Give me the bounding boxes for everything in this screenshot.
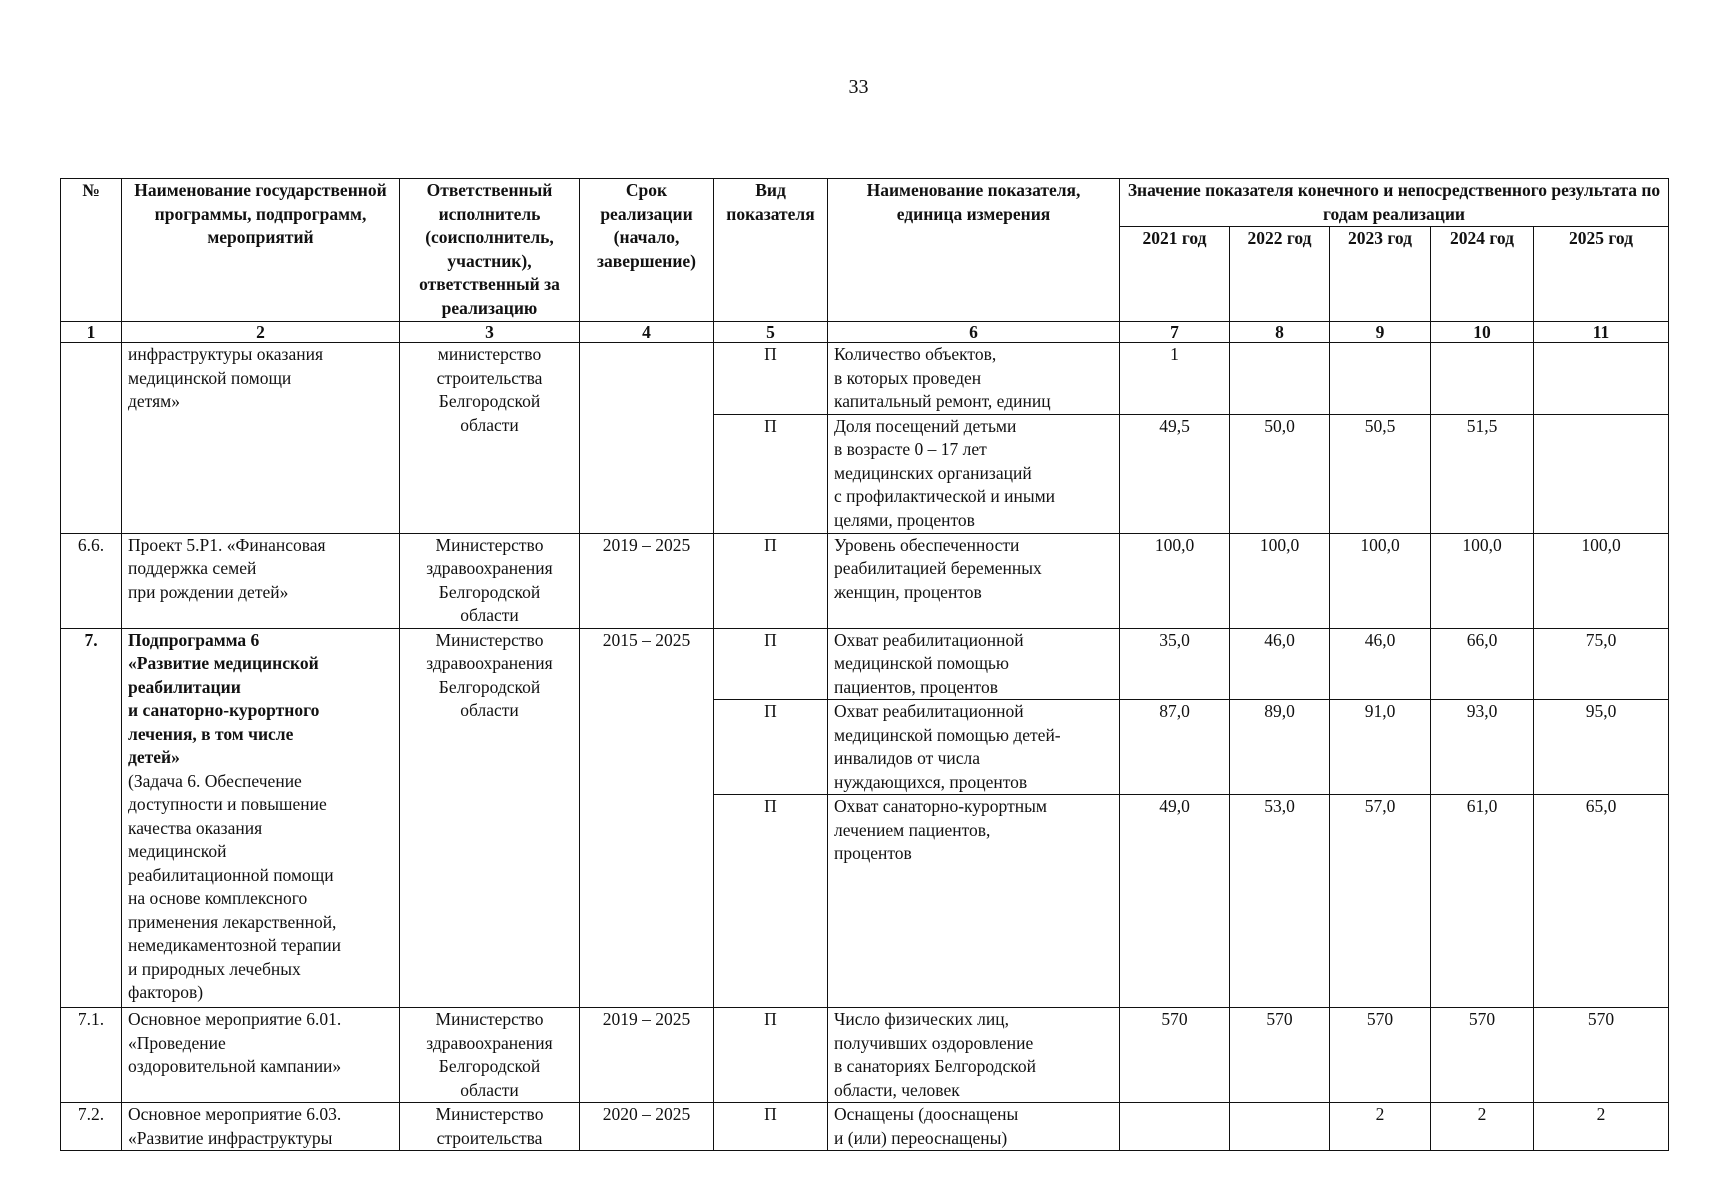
value-2021: 570	[1120, 1008, 1230, 1103]
table-row	[61, 1008, 1669, 1103]
row-number: 6.6.	[61, 533, 122, 628]
indicator-name: Число физических лиц, получивших оздоровление в санаториях Белгородской области, человек	[828, 1008, 1120, 1103]
program-name: Проект 5.Р1. «Финансовая поддержка семей при рождении детей»	[122, 533, 400, 628]
header-year-2022: 2022 год	[1230, 227, 1330, 322]
value-2023: 57,0	[1330, 795, 1431, 1008]
value-2025: 570	[1534, 1008, 1669, 1103]
value-2024: 100,0	[1431, 533, 1534, 628]
value-2022: 46,0	[1230, 628, 1330, 700]
value-2023: 100,0	[1330, 533, 1431, 628]
program-indicators-table	[60, 178, 1669, 1151]
header-row	[61, 179, 1669, 227]
header-year-2025: 2025 год	[1534, 227, 1669, 322]
row-number: 7.2.	[61, 1103, 122, 1151]
col-number: 11	[1534, 322, 1669, 343]
header-values-group: Значение показателя конечного и непосредственного результата по годам реализации	[1120, 179, 1669, 227]
value-2021: 49,5	[1120, 414, 1230, 533]
header-term: Срок реализации (начало, завершение)	[580, 179, 714, 322]
responsible-executor: Министерство строительства	[400, 1103, 580, 1151]
value-2024: 61,0	[1431, 795, 1534, 1008]
indicator-name: Охват реабилитационной медицинской помощью пациентов, процентов	[828, 628, 1120, 700]
table-row	[61, 343, 1669, 415]
subprogram-title: Подпрограмма 6 «Развитие медицинской реабилитации и санаторно-курортного лечения, в том числе детей»	[128, 629, 320, 767]
value-2021: 87,0	[1120, 700, 1230, 795]
value-2022: 570	[1230, 1008, 1330, 1103]
responsible-executor: Министерство здравоохранения Белгородской области	[400, 628, 580, 1008]
subprogram-name	[122, 628, 400, 1008]
value-2023: 91,0	[1330, 700, 1431, 795]
value-2022	[1230, 1103, 1330, 1151]
indicator-name: Уровень обеспеченности реабилитацией беременных женщин, процентов	[828, 533, 1120, 628]
subprogram-task: (Задача 6. Обеспечение доступности и повышение качества оказания медицинской реабилитационной помощи на основе комплексного применения лекарственной, немедикаментозной терапии и природных лечебных факторов)	[128, 770, 341, 1002]
value-2024: 93,0	[1431, 700, 1534, 795]
value-2021: 1	[1120, 343, 1230, 415]
program-name: Основное мероприятие 6.03. «Развитие инфраструктуры	[122, 1103, 400, 1151]
value-2025: 65,0	[1534, 795, 1669, 1008]
indicator-name: Охват реабилитационной медицинской помощью детей- инвалидов от числа нуждающихся, процентов	[828, 700, 1120, 795]
header-year-2023: 2023 год	[1330, 227, 1431, 322]
header-type: Вид показателя	[714, 179, 828, 322]
value-2022	[1230, 343, 1330, 415]
value-2023: 46,0	[1330, 628, 1431, 700]
header-year-2021: 2021 год	[1120, 227, 1230, 322]
value-2021: 49,0	[1120, 795, 1230, 1008]
value-2025: 95,0	[1534, 700, 1669, 795]
indicator-type: П	[714, 1103, 828, 1151]
col-number: 6	[828, 322, 1120, 343]
indicator-type: П	[714, 1008, 828, 1103]
indicator-type: П	[714, 795, 828, 1008]
indicator-name: Охват санаторно-курортным лечением пациентов, процентов	[828, 795, 1120, 1008]
value-2021	[1120, 1103, 1230, 1151]
indicator-type: П	[714, 414, 828, 533]
value-2025	[1534, 414, 1669, 533]
table-row	[61, 533, 1669, 628]
column-numbers-row	[61, 322, 1669, 343]
col-number: 9	[1330, 322, 1431, 343]
row-number: 7.1.	[61, 1008, 122, 1103]
indicator-type: П	[714, 343, 828, 415]
col-number: 3	[400, 322, 580, 343]
value-2025	[1534, 343, 1669, 415]
table-row	[61, 628, 1669, 700]
responsible-executor: министерство строительства Белгородской области	[400, 343, 580, 534]
indicator-type: П	[714, 533, 828, 628]
header-indicator: Наименование показателя, единица измерения	[828, 179, 1120, 322]
value-2025: 100,0	[1534, 533, 1669, 628]
value-2024: 570	[1431, 1008, 1534, 1103]
indicator-name: Количество объектов, в которых проведен капитальный ремонт, единиц	[828, 343, 1120, 415]
page-number: 33	[848, 76, 869, 98]
value-2023: 2	[1330, 1103, 1431, 1151]
program-name: Основное мероприятие 6.01. «Проведение оздоровительной кампании»	[122, 1008, 400, 1103]
value-2024: 51,5	[1431, 414, 1534, 533]
value-2024	[1431, 343, 1534, 415]
responsible-executor: Министерство здравоохранения Белгородской области	[400, 533, 580, 628]
value-2024: 2	[1431, 1103, 1534, 1151]
implementation-term	[580, 343, 714, 534]
responsible-executor: Министерство здравоохранения Белгородской области	[400, 1008, 580, 1103]
col-number: 1	[61, 322, 122, 343]
table-row	[61, 1103, 1669, 1151]
row-number	[61, 343, 122, 534]
indicator-name: Оснащены (дооснащены и (или) переоснащены)	[828, 1103, 1120, 1151]
indicator-name: Доля посещений детьми в возрасте 0 – 17 лет медицинских организаций с профилактической и иными целями, процентов	[828, 414, 1120, 533]
implementation-term: 2019 – 2025	[580, 533, 714, 628]
program-name: инфраструктуры оказания медицинской помощи детям»	[122, 343, 400, 534]
value-2022: 100,0	[1230, 533, 1330, 628]
indicator-type: П	[714, 628, 828, 700]
implementation-term: 2015 – 2025	[580, 628, 714, 1008]
value-2021: 100,0	[1120, 533, 1230, 628]
value-2021: 35,0	[1120, 628, 1230, 700]
implementation-term: 2019 – 2025	[580, 1008, 714, 1103]
col-number: 5	[714, 322, 828, 343]
col-number: 10	[1431, 322, 1534, 343]
value-2022: 53,0	[1230, 795, 1330, 1008]
value-2022: 50,0	[1230, 414, 1330, 533]
value-2022: 89,0	[1230, 700, 1330, 795]
indicator-type: П	[714, 700, 828, 795]
col-number: 8	[1230, 322, 1330, 343]
header-name: Наименование государственной программы, подпрограмм, мероприятий	[122, 179, 400, 322]
value-2025: 75,0	[1534, 628, 1669, 700]
col-number: 2	[122, 322, 400, 343]
header-responsible: Ответственный исполнитель (соисполнитель, участник), ответственный за реализацию	[400, 179, 580, 322]
header-year-2024: 2024 год	[1431, 227, 1534, 322]
value-2024: 66,0	[1431, 628, 1534, 700]
value-2023: 50,5	[1330, 414, 1431, 533]
value-2025: 2	[1534, 1103, 1669, 1151]
col-number: 4	[580, 322, 714, 343]
col-number: 7	[1120, 322, 1230, 343]
row-number: 7.	[61, 628, 122, 1008]
header-no: №	[61, 179, 122, 322]
value-2023: 570	[1330, 1008, 1431, 1103]
value-2023	[1330, 343, 1431, 415]
implementation-term: 2020 – 2025	[580, 1103, 714, 1151]
